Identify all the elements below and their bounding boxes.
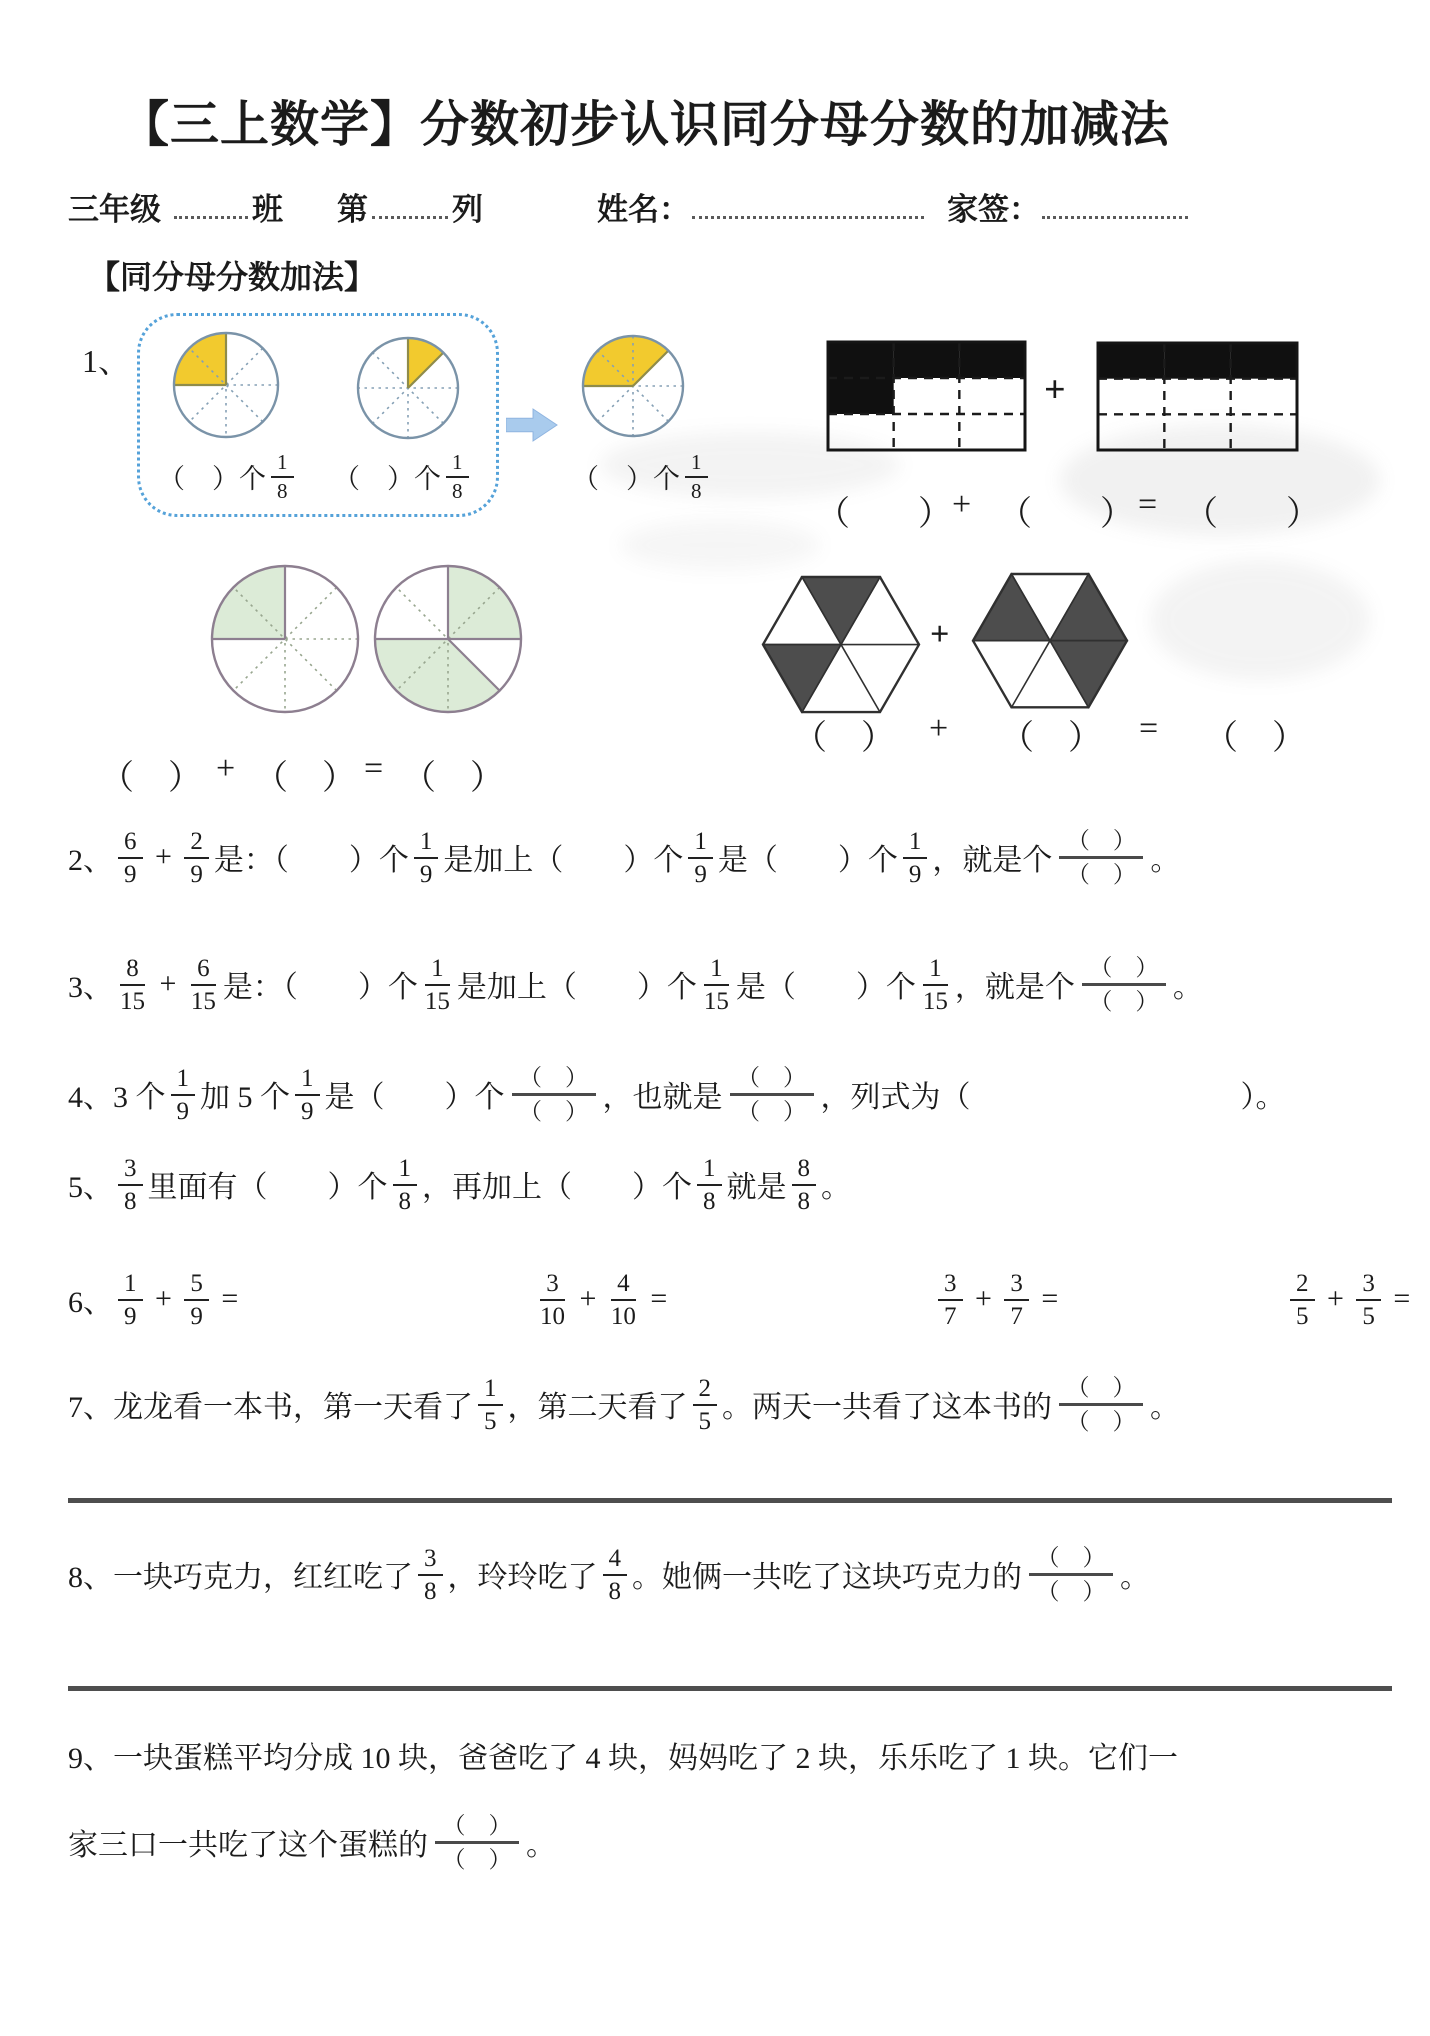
fraction-denominator: 8 <box>703 1187 716 1215</box>
problem-2 <box>68 824 1180 890</box>
fraction-numerator: 3 <box>418 1545 443 1576</box>
fraction-denominator: 5 <box>698 1407 711 1435</box>
problem-6-item-1 <box>68 1266 238 1332</box>
text-run: 。 <box>1150 1391 1180 1424</box>
fraction-denominator: 8 <box>452 478 463 503</box>
text-run: 5、 <box>68 1171 113 1204</box>
fraction-denominator: 9 <box>124 860 137 888</box>
text-run: 就是 <box>726 1171 787 1204</box>
green-eq-blank-3[interactable]: （ ） <box>402 760 504 797</box>
fraction <box>685 451 708 502</box>
fraction-numerator: 1 <box>393 1155 418 1186</box>
problem-5 <box>68 1151 851 1217</box>
grid-four-ninths-shaded <box>825 339 1028 453</box>
fraction <box>609 1270 638 1329</box>
fraction-numerator: 1 <box>425 955 450 986</box>
text-run: + <box>1319 1282 1352 1315</box>
count-label-pie-b <box>333 450 474 502</box>
hex-eq-blank-3[interactable]: （ ） <box>1204 720 1306 757</box>
fraction <box>1356 1270 1381 1329</box>
fraction-numerator: 2 <box>184 828 209 859</box>
blank-fraction[interactable] <box>512 1066 596 1123</box>
fraction-denominator: 5 <box>1362 1302 1375 1330</box>
text-run: = <box>642 1282 668 1315</box>
pie-chart-three-eighths-yellow <box>580 333 686 439</box>
problem-9-line-2 <box>68 1809 556 1875</box>
text-run: 是（ ）个 <box>324 1081 505 1114</box>
problem-9-line-1 <box>68 1722 1178 1788</box>
page-title: 【三上数学】分数初步认识同分母分数的加减法 <box>120 97 1171 152</box>
fraction-denominator: 9 <box>124 1302 137 1330</box>
fraction <box>295 1065 320 1124</box>
fraction <box>792 1155 817 1214</box>
text-run: + <box>967 1282 1000 1315</box>
text-run: （ ）个 <box>572 463 680 494</box>
fraction <box>1004 1270 1029 1329</box>
text-run: 里面有（ ）个 <box>147 1171 388 1204</box>
fraction-numerator: 4 <box>603 1545 628 1576</box>
text-run: 是（ ）个 <box>717 844 898 877</box>
fraction-numerator: 1 <box>688 828 713 859</box>
pie-chart-two-eighths-green <box>209 563 361 715</box>
fraction-denominator: 8 <box>608 1577 621 1605</box>
text-run: ，玲玲吃了 <box>447 1561 598 1594</box>
fraction-denominator: 9 <box>190 860 203 888</box>
blank-fraction-numerator[interactable]: （ ） <box>1066 827 1136 853</box>
row-blank-line[interactable] <box>372 186 448 219</box>
scan-smudge <box>620 520 820 570</box>
green-eq-equals: = <box>364 750 384 787</box>
pie-chart-one-eighth-yellow <box>355 335 461 441</box>
fraction-denominator: 5 <box>484 1407 497 1435</box>
fraction <box>184 1270 209 1329</box>
fraction-denominator: 10 <box>540 1302 565 1330</box>
fraction-denominator: 15 <box>922 987 948 1015</box>
fraction-numerator: 3 <box>118 1155 143 1186</box>
fraction <box>688 828 713 887</box>
blank-fraction-denominator[interactable]: （ ） <box>1066 861 1136 887</box>
grid-eq-equals: = <box>1138 486 1158 523</box>
blank-fraction-numerator[interactable]: （ ） <box>519 1064 588 1090</box>
grid-three-ninths-shaded <box>1095 340 1300 453</box>
text-run: ，第二天看了 <box>507 1391 688 1424</box>
fraction-numerator: 8 <box>792 1155 817 1186</box>
text-run: ，就是个 <box>932 844 1053 877</box>
fraction <box>118 1155 143 1214</box>
green-eq-plus: + <box>216 750 236 787</box>
text-run: 。她俩一共吃了这块巧克力的 <box>632 1561 1022 1594</box>
fraction-denominator: 9 <box>301 1097 314 1125</box>
fraction-denominator: 9 <box>908 860 922 888</box>
hex-eq-blank-2[interactable]: （ ） <box>1000 720 1102 757</box>
text-run: 4、3 个 <box>68 1081 166 1114</box>
grade-label: 三年级 <box>68 192 161 227</box>
fraction-denominator: 9 <box>694 860 707 888</box>
fraction <box>423 955 452 1014</box>
fraction-numerator: 1 <box>118 1270 143 1301</box>
text-run: ，就是个 <box>954 971 1075 1004</box>
fraction-numerator: 2 <box>693 1375 718 1406</box>
text-run: ，也就是 <box>602 1081 723 1114</box>
text-run: 是（ ）个 <box>735 971 916 1004</box>
text-run: 6、 <box>68 1286 113 1319</box>
fraction-denominator: 8 <box>691 478 702 503</box>
count-label-pie-c <box>572 450 713 502</box>
grid-eq-plus: + <box>952 486 972 523</box>
text-run: 。 <box>1172 971 1203 1004</box>
fraction-denominator: 9 <box>176 1097 189 1125</box>
fraction-denominator: 10 <box>610 1302 636 1330</box>
fraction <box>189 955 218 1014</box>
hex-eq-equals: = <box>1139 710 1159 747</box>
text-run: ，列式为（ ）。 <box>820 1081 1286 1114</box>
fraction-denominator: 7 <box>1010 1302 1023 1330</box>
fraction-denominator: 7 <box>944 1302 957 1330</box>
blank-fraction-numerator[interactable]: （ ） <box>737 1064 806 1090</box>
fraction <box>393 1155 418 1214</box>
name-label: 姓名： <box>597 192 690 227</box>
blank-fraction-denominator[interactable]: （ ） <box>1036 1578 1106 1604</box>
fraction <box>118 955 147 1014</box>
blank-fraction[interactable] <box>1029 1546 1113 1603</box>
text-run: = <box>213 1282 239 1315</box>
problem-1-number: 1、 <box>82 343 131 379</box>
fraction-numerator: 1 <box>295 1065 320 1096</box>
fraction <box>184 828 209 887</box>
text-run: （ ）个 <box>333 463 441 494</box>
text-run: 是：（ ）个 <box>213 844 409 877</box>
text-run: + <box>147 1282 180 1315</box>
fraction-numerator: 3 <box>938 1270 963 1301</box>
fraction-numerator: 1 <box>414 828 439 859</box>
fraction <box>118 1270 143 1329</box>
text-run: 。 <box>1120 1561 1150 1594</box>
text-run: 。两天一共看了这本书的 <box>722 1391 1052 1424</box>
fraction <box>702 955 731 1014</box>
text-run: 家三口一共吃了这个蛋糕的 <box>68 1829 428 1862</box>
blank-fraction[interactable] <box>1059 1376 1143 1433</box>
parent-sign-label: 家签： <box>947 192 1040 227</box>
text-run: 是：（ ）个 <box>222 971 418 1004</box>
text-run: + <box>152 967 184 1000</box>
fraction-denominator: 9 <box>419 860 433 888</box>
blank-fraction-numerator[interactable]: （ ） <box>1066 1374 1136 1400</box>
problem-6-item-3 <box>933 1266 1058 1332</box>
fraction <box>1290 1270 1315 1329</box>
fraction-numerator: 1 <box>704 955 729 986</box>
section-heading-addition: 【同分母分数加法】 <box>88 259 377 295</box>
row-prefix-label: 第 <box>337 192 368 227</box>
fraction-numerator: 2 <box>1290 1270 1315 1301</box>
text-run: 7、龙龙看一本书，第一天看了 <box>68 1391 473 1424</box>
hexagon-three-sixths-shaded <box>970 571 1130 710</box>
fraction-numerator: 1 <box>446 451 469 478</box>
blank-fraction-denominator[interactable]: （ ） <box>737 1098 806 1124</box>
fraction-numerator: 6 <box>191 955 216 986</box>
problem-8 <box>68 1541 1150 1607</box>
fraction-denominator: 15 <box>120 987 145 1015</box>
text-run: 。 <box>821 1171 851 1204</box>
fraction <box>603 1545 628 1604</box>
blank-fraction[interactable] <box>435 1814 519 1871</box>
blank-fraction[interactable] <box>1059 829 1143 886</box>
hex-eq-blank-1[interactable]: （ ） <box>793 720 895 757</box>
grid-eq-blank-2[interactable]: （ ） <box>998 496 1134 533</box>
fraction-numerator: 1 <box>697 1155 722 1186</box>
fraction-denominator: 8 <box>424 1577 437 1605</box>
fraction-numerator: 1 <box>685 451 708 478</box>
fraction <box>478 1375 503 1434</box>
text-run: （ ）个 <box>158 463 266 494</box>
fraction <box>903 828 928 887</box>
problem-4 <box>68 1061 1286 1127</box>
blank-fraction[interactable] <box>730 1066 814 1123</box>
fraction <box>921 955 950 1014</box>
blank-fraction-numerator[interactable]: （ ） <box>1089 954 1159 980</box>
problem-7 <box>68 1371 1180 1437</box>
sign-blank-line[interactable] <box>1042 186 1188 219</box>
blank-fraction-numerator[interactable]: （ ） <box>442 1812 512 1838</box>
blank-fraction-denominator[interactable]: （ ） <box>519 1098 588 1124</box>
text-run: + <box>147 840 180 873</box>
text-run: 8、一块巧克力，红红吃了 <box>68 1561 413 1594</box>
hex-eq-plus: + <box>929 710 949 747</box>
text-run: 9、一块蛋糕平均分成 10 块，爸爸吃了 4 块，妈妈吃了 2 块，乐乐吃了 1 块。它们一 <box>68 1742 1178 1775</box>
hexagon-two-sixths-shaded <box>760 574 922 715</box>
fraction <box>414 828 439 887</box>
problem-3 <box>68 951 1203 1017</box>
class-suffix-label: 班 <box>252 192 283 227</box>
fraction-denominator: 15 <box>703 987 729 1015</box>
fraction-numerator: 1 <box>271 451 294 478</box>
fraction-numerator: 1 <box>903 828 928 859</box>
fraction-denominator: 8 <box>398 1187 411 1215</box>
grid-eq-blank-3[interactable]: （ ） <box>1184 496 1320 533</box>
blank-fraction[interactable] <box>1082 956 1166 1013</box>
plus-sign: + <box>1044 369 1066 411</box>
blank-fraction-denominator[interactable]: （ ） <box>1089 988 1159 1014</box>
problem-6-item-4 <box>1285 1266 1410 1332</box>
fraction <box>118 828 143 887</box>
text-run: + <box>572 1282 604 1315</box>
fraction-numerator: 3 <box>540 1270 565 1301</box>
text-run: 加 5 个 <box>200 1081 290 1114</box>
text-run: 2、 <box>68 844 113 877</box>
fraction <box>538 1270 567 1329</box>
grid-eq-blank-1[interactable]: （ ） <box>816 496 952 533</box>
fraction <box>446 451 469 502</box>
pie-chart-two-eighths-yellow <box>171 330 281 440</box>
fraction-denominator: 8 <box>797 1187 810 1215</box>
blank-fraction-denominator[interactable]: （ ） <box>1066 1408 1136 1434</box>
fraction-denominator: 5 <box>1296 1302 1309 1330</box>
fraction-denominator: 8 <box>277 478 288 503</box>
fraction <box>171 1065 196 1124</box>
green-eq-blank-1[interactable]: （ ） <box>100 760 202 797</box>
text-run: 是加上（ ）个 <box>456 971 697 1004</box>
text-run: = <box>1033 1282 1059 1315</box>
fraction <box>938 1270 963 1329</box>
pie-chart-five-eighths-green <box>372 563 524 715</box>
fraction-denominator: 15 <box>190 987 216 1015</box>
fraction <box>693 1375 718 1434</box>
section-divider-line <box>68 1498 1392 1503</box>
fraction <box>697 1155 722 1214</box>
fraction-numerator: 1 <box>171 1065 196 1096</box>
name-blank-line[interactable] <box>692 186 924 219</box>
text-run: ，再加上（ ）个 <box>422 1171 692 1204</box>
text-run: 。 <box>526 1829 556 1862</box>
text-run: 。 <box>1150 844 1181 877</box>
fraction <box>271 451 294 502</box>
fraction <box>418 1545 443 1604</box>
count-label-pie-a <box>158 450 299 502</box>
fraction-numerator: 6 <box>118 828 143 859</box>
section-divider-line <box>68 1686 1392 1691</box>
text-run: = <box>1385 1282 1411 1315</box>
plus-sign: + <box>930 616 950 653</box>
blank-fraction-numerator[interactable]: （ ） <box>1036 1544 1106 1570</box>
class-blank-line[interactable] <box>174 186 248 219</box>
fraction-numerator: 3 <box>1004 1270 1029 1301</box>
fraction-denominator: 8 <box>124 1187 137 1215</box>
text-run: 3、 <box>68 971 113 1004</box>
fraction-numerator: 5 <box>184 1270 209 1301</box>
problem-6-item-2 <box>533 1266 667 1332</box>
fraction-numerator: 1 <box>478 1375 503 1406</box>
right-arrow-icon <box>506 408 558 442</box>
fraction-denominator: 9 <box>190 1302 203 1330</box>
scan-smudge <box>1150 560 1370 680</box>
blank-fraction-denominator[interactable]: （ ） <box>442 1846 512 1872</box>
fraction-denominator: 15 <box>424 987 450 1015</box>
fraction-numerator: 8 <box>120 955 145 986</box>
fraction-numerator: 4 <box>611 1270 636 1301</box>
text-run: 是加上（ ）个 <box>443 844 684 877</box>
green-eq-blank-2[interactable]: （ ） <box>254 760 356 797</box>
fraction-numerator: 1 <box>923 955 948 986</box>
row-suffix-label: 列 <box>452 192 483 227</box>
fraction-numerator: 3 <box>1356 1270 1381 1301</box>
